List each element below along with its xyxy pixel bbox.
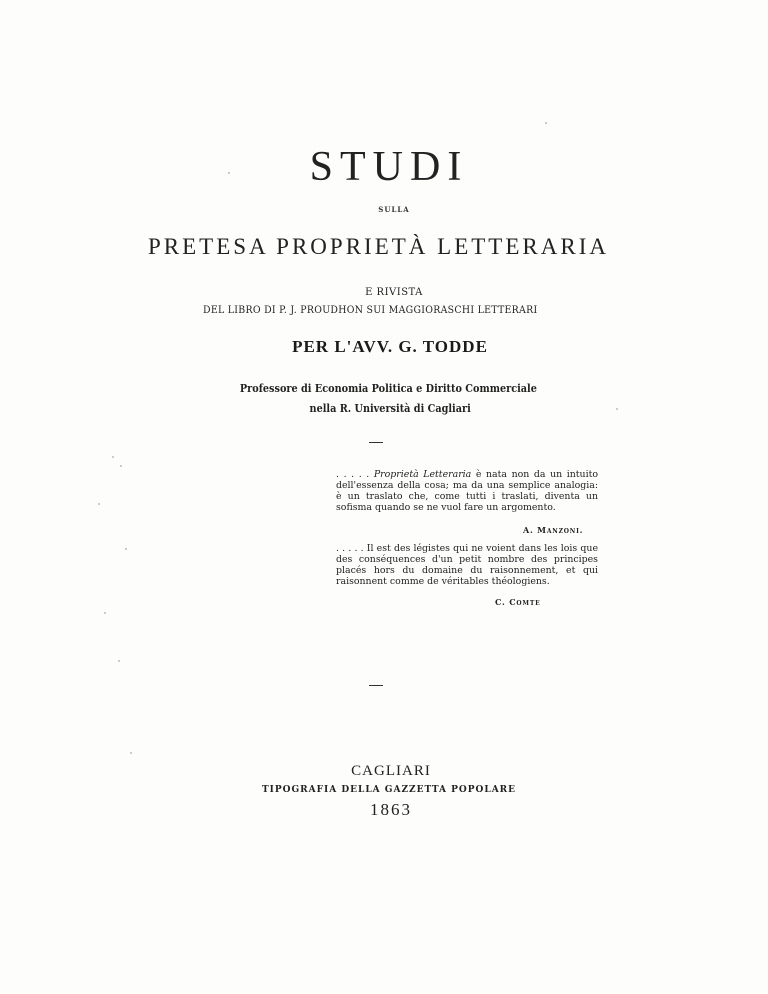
book-subtitle: PRETESA PROPRIETÀ LETTERARIA <box>148 234 609 259</box>
scan-speck <box>118 660 120 662</box>
epigraph-manzoni-lead: . . . . . <box>336 469 374 480</box>
scan-speck <box>228 172 230 174</box>
scan-speck <box>98 503 100 505</box>
publication-year: 1863 <box>370 800 412 819</box>
publication-place: CAGLIARI <box>351 763 431 779</box>
review-of-line: DEL LIBRO DI P. J. PROUDHON SUI MAGGIORASCHI LETTERARI <box>203 305 538 316</box>
scan-speck <box>112 456 114 458</box>
author-line: PER L'AVV. G. TODDE <box>292 337 488 356</box>
book-title: STUDI <box>309 144 469 190</box>
scan-speck <box>130 752 132 754</box>
epigraph-manzoni-italic: Proprietà Letteraria <box>373 469 472 480</box>
epigraph-comte: . . . . . Il est des légistes qui ne voient dans les lois que des conséquences d'un petit nombre des principes placés hors du domaine du raisonnement, et qui raisonnent comme de véritables théologiens. <box>336 543 598 587</box>
author-role-line-1: Professore di Economia Politica e Diritto Commerciale <box>239 382 537 395</box>
scan-speck <box>120 465 122 467</box>
epigraph-manzoni-attribution: A. Manzoni. <box>523 525 584 535</box>
scan-speck <box>125 548 127 550</box>
author-role-line-2: nella R. Università di Cagliari <box>309 402 471 415</box>
and-review-line: E RIVISTA <box>365 287 423 298</box>
divider-bottom <box>369 685 383 686</box>
divider-top <box>369 442 383 443</box>
title-conjunction: SULLA <box>378 205 410 214</box>
scan-speck <box>104 612 106 614</box>
epigraph-manzoni <box>336 469 598 513</box>
printer-name: TIPOGRAFIA DELLA GAZZETTA POPOLARE <box>261 785 517 795</box>
epigraph-manzoni-text: è nata non da un intuito dell'essenza della cosa; ma da una semplice analogia: è un traslato che, come tutti i traslati, diventa un sofisma quando se ne vuol fare un argomento. <box>336 469 598 513</box>
epigraph-comte-attribution: C. Comte <box>495 597 541 607</box>
scan-speck <box>545 122 547 124</box>
scan-speck <box>616 408 618 410</box>
